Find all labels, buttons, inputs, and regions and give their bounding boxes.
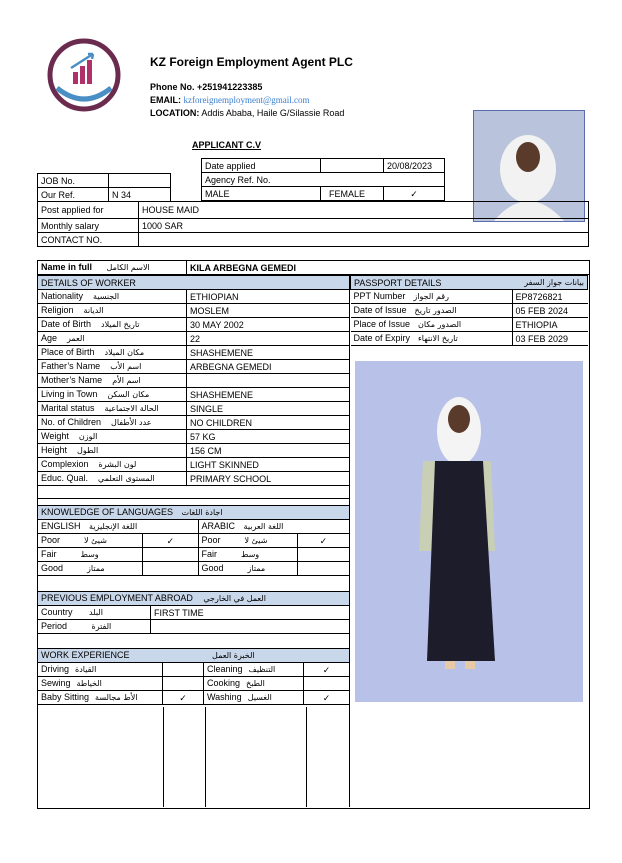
- location-value: Addis Ababa, Haile G/Silassie Road: [201, 108, 345, 118]
- level-checkbox: [143, 562, 198, 576]
- details-label: Father’s Name: [41, 361, 101, 371]
- language-level-label: [38, 534, 143, 548]
- passport-label: PPT Number: [353, 291, 406, 301]
- work-left-check: [163, 677, 204, 691]
- passport-label-cell: [351, 304, 513, 318]
- date-applied-value: 20/08/2023: [384, 159, 445, 173]
- language-level-label: [198, 534, 297, 548]
- language-level-label: [198, 548, 297, 562]
- work-title-ar: الخبرة العمل: [212, 651, 255, 660]
- language-level-label: [38, 548, 143, 562]
- language-level-label: [198, 562, 297, 576]
- level-label-ar: وسط: [80, 550, 99, 559]
- passport-row: [351, 304, 588, 318]
- document-title: APPLICANT C.V: [192, 140, 262, 150]
- passport-label-cell: [351, 318, 513, 332]
- email-line: [150, 95, 310, 106]
- work-col-line-3: [306, 707, 307, 807]
- salary-value: 1000 SAR: [139, 219, 589, 233]
- details-label: Living in Town: [41, 389, 98, 399]
- passport-value: ETHIOPIA: [512, 318, 588, 332]
- details-label-cell: [38, 472, 187, 486]
- date-gender-table: [201, 158, 445, 201]
- details-row: [38, 318, 350, 332]
- details-value: SHASHEMENE: [187, 346, 350, 360]
- details-label-ar: مكان السكن: [107, 390, 150, 399]
- country-label-ar: البلد: [89, 608, 103, 617]
- details-value: NO CHILDREN: [187, 416, 350, 430]
- passport-title-cell: [351, 276, 588, 290]
- work-skill: Driving: [41, 664, 70, 674]
- details-label: Date of Birth: [41, 319, 92, 329]
- passport-value: 03 FEB 2029: [512, 332, 588, 346]
- details-row: [38, 290, 350, 304]
- details-label-ar: الطول: [77, 446, 99, 455]
- phone-label: Phone No.: [150, 82, 195, 92]
- level-label-ar: ممتاز: [247, 564, 266, 573]
- passport-title: PASSPORT DETAILS: [354, 277, 442, 288]
- details-label-ar: الجنسية: [93, 292, 120, 301]
- details-label: Height: [41, 445, 68, 455]
- details-value: 57 KG: [187, 430, 350, 444]
- passport-label-cell: [351, 290, 513, 304]
- level-label-ar: ممتاز: [87, 564, 105, 573]
- details-value: [187, 374, 350, 388]
- details-row: [38, 388, 350, 402]
- work-left-label: [38, 663, 163, 677]
- arabic-label: ARABIC: [201, 521, 236, 531]
- work-skill-ar: الخياطة: [76, 679, 102, 688]
- name-table: [37, 260, 590, 275]
- details-table: [37, 275, 350, 499]
- country-label: Country: [41, 607, 73, 617]
- details-value: 156 CM: [187, 444, 350, 458]
- details-value: 30 MAY 2002: [187, 318, 350, 332]
- details-row: [38, 304, 350, 318]
- date-applied-label: Date applied: [202, 159, 321, 173]
- details-label-cell: [38, 332, 187, 346]
- work-skill-ar: الطبخ: [246, 679, 265, 688]
- work-col-line-1: [163, 707, 164, 807]
- name-label: Name in full: [41, 262, 93, 272]
- details-value: SHASHEMENE: [187, 388, 350, 402]
- work-right-label: [204, 677, 304, 691]
- level-checkbox: [297, 548, 349, 562]
- details-label: Complexion: [41, 459, 89, 469]
- details-label: Age: [41, 333, 58, 343]
- work-left-label: [38, 691, 163, 705]
- details-row: [38, 430, 350, 444]
- details-title: DETAILS OF WORKER: [38, 276, 350, 290]
- details-label: Nationality: [41, 291, 84, 301]
- english-label: ENGLISH: [41, 521, 81, 531]
- work-right-label: [204, 663, 304, 677]
- details-label-cell: [38, 290, 187, 304]
- work-left-check: ✓: [163, 691, 204, 705]
- details-row: [38, 444, 350, 458]
- english-label-ar: اللغة الإنجليزية: [89, 522, 138, 531]
- work-right-label: [204, 691, 304, 705]
- details-value: ETHIOPIAN: [187, 290, 350, 304]
- details-label: Place of Birth: [41, 347, 95, 357]
- details-value: PRIMARY SCHOOL: [187, 472, 350, 486]
- details-value: SINGLE: [187, 402, 350, 416]
- level-checkbox: [297, 562, 349, 576]
- abroad-table: [37, 591, 350, 634]
- details-value: 22: [187, 332, 350, 346]
- details-label-ar: العمر: [67, 334, 85, 343]
- applicant-photo-full: [355, 361, 583, 702]
- work-right-check: [304, 677, 350, 691]
- level-label: Fair: [201, 549, 217, 559]
- phone-line: [150, 82, 262, 93]
- location-label: LOCATION:: [150, 108, 200, 118]
- company-logo: [47, 38, 121, 112]
- work-row: [38, 677, 350, 691]
- details-label-cell: [38, 402, 187, 416]
- details-row: [38, 402, 350, 416]
- email-value[interactable]: kzforeignemployment@gmail.com: [183, 95, 310, 105]
- work-skill-ar: الغسيل: [247, 693, 272, 702]
- details-label-cell: [38, 360, 187, 374]
- english-header: [38, 520, 199, 534]
- details-label-ar: لون البشرة: [98, 460, 137, 469]
- location-line: [150, 108, 344, 119]
- details-row: [38, 458, 350, 472]
- work-col-line-2: [205, 707, 206, 807]
- details-label: Mother’s Name: [41, 375, 103, 385]
- post-label: Post applied for: [38, 202, 139, 219]
- passport-row: [351, 290, 588, 304]
- job-ref-table: [37, 173, 171, 202]
- work-skill: Cleaning: [207, 664, 243, 674]
- female-label: FEMALE: [321, 187, 384, 201]
- phone-value: +251941223385: [197, 82, 263, 92]
- language-level-row: [38, 534, 350, 548]
- level-label: Fair: [41, 549, 57, 559]
- period-label-cell: [38, 620, 151, 634]
- language-level-label: [38, 562, 143, 576]
- languages-table: [37, 505, 350, 576]
- name-label-ar: الاسم الكامل: [106, 263, 150, 272]
- level-checkbox: ✓: [297, 534, 349, 548]
- details-label: Marital status: [41, 403, 95, 413]
- work-table: [37, 648, 350, 705]
- languages-title-cell: [38, 506, 350, 520]
- level-label: Good: [41, 563, 64, 573]
- passport-row: [351, 332, 588, 346]
- female-check: ✓: [384, 187, 445, 201]
- name-label-cell: [38, 261, 187, 275]
- details-label-cell: [38, 416, 187, 430]
- details-row: [38, 374, 350, 388]
- work-row: [38, 691, 350, 705]
- name-value: KILA ARBEGNA GEMEDI: [187, 261, 590, 275]
- details-row: [38, 416, 350, 430]
- work-title-cell: [38, 649, 350, 663]
- work-skill-ar: القيادة: [75, 665, 97, 674]
- details-label-cell: [38, 458, 187, 472]
- details-value: LIGHT SKINNED: [187, 458, 350, 472]
- details-label-ar: تاريخ الميلاد: [101, 320, 140, 329]
- details-row: [38, 472, 350, 486]
- our-ref-label: Our Ref.: [38, 188, 109, 202]
- work-left-label: [38, 677, 163, 691]
- passport-table: [350, 275, 588, 346]
- details-label-ar: اسم الأب: [110, 362, 142, 371]
- details-value: MOSLEM: [187, 304, 350, 318]
- details-label-ar: عدد الأطفال: [111, 418, 152, 427]
- work-skill: Baby Sitting: [41, 692, 90, 702]
- details-row: [38, 346, 350, 360]
- details-label-cell: [38, 444, 187, 458]
- passport-label-cell: [351, 332, 513, 346]
- details-label-cell: [38, 388, 187, 402]
- details-label-cell: [38, 430, 187, 444]
- details-label: Educ. Qual.: [41, 473, 89, 483]
- work-skill-ar: الأط مجالسة: [95, 693, 138, 702]
- work-skill-ar: التنظيف: [248, 665, 276, 674]
- details-label-ar: اسم الأم: [112, 376, 141, 385]
- passport-label-ar: رقم الجواز: [413, 292, 449, 301]
- details-label: Weight: [41, 431, 69, 441]
- level-checkbox: [143, 548, 198, 562]
- passport-value: EP8726821: [512, 290, 588, 304]
- passport-label: Date of Issue: [353, 305, 407, 315]
- level-label: Poor: [41, 535, 61, 545]
- details-label-ar: مكان الميلاد: [104, 348, 145, 357]
- details-label: Religion: [41, 305, 74, 315]
- details-label-cell: [38, 304, 187, 318]
- agency-ref-label: Agency Ref. No.: [202, 173, 445, 187]
- work-left-check: [163, 663, 204, 677]
- level-label-ar: شيئ لا: [244, 536, 268, 545]
- arabic-header: [198, 520, 350, 534]
- details-label: No. of Children: [41, 417, 102, 427]
- passport-label-ar: الصدور تاريخ: [414, 306, 457, 315]
- period-label-ar: الفترة: [91, 622, 112, 631]
- passport-title-ar: بيانات جواز السفر: [524, 277, 584, 287]
- work-row: [38, 663, 350, 677]
- languages-title-ar: اجادة اللغات: [181, 508, 223, 517]
- contact-label: CONTACT NO.: [38, 233, 139, 247]
- country-value: FIRST TIME: [151, 606, 350, 620]
- abroad-title-cell: [38, 592, 350, 606]
- details-label-ar: المستوى التعلمي: [98, 474, 155, 483]
- details-label-ar: الديانة: [83, 306, 104, 315]
- language-level-row: [38, 562, 350, 576]
- salary-label: Monthly salary: [38, 219, 139, 233]
- passport-label-ar: الصدور مكان: [418, 320, 462, 329]
- period-label: Period: [41, 621, 68, 631]
- details-label-cell: [38, 346, 187, 360]
- abroad-title-ar: العمل في الخارجي: [203, 594, 266, 603]
- details-row: [38, 360, 350, 374]
- level-checkbox: ✓: [143, 534, 198, 548]
- details-row: [38, 332, 350, 346]
- passport-label: Date of Expiry: [353, 333, 411, 343]
- work-right-check: ✓: [304, 691, 350, 705]
- level-label: Good: [201, 563, 224, 573]
- email-label: EMAIL:: [150, 95, 181, 105]
- work-skill: Cooking: [207, 678, 241, 688]
- work-title: WORK EXPERIENCE: [41, 650, 130, 660]
- details-label-ar: الوزن: [78, 432, 98, 441]
- passport-row: [351, 318, 588, 332]
- language-level-row: [38, 548, 350, 562]
- our-ref-value: N 34: [109, 188, 171, 202]
- details-value: ARBEGNA GEMEDI: [187, 360, 350, 374]
- languages-title: KNOWLEDGE OF LANGUAGES: [41, 507, 174, 517]
- level-label-ar: شيئ لا: [84, 536, 107, 545]
- passport-value: 05 FEB 2024: [512, 304, 588, 318]
- work-skill: Sewing: [41, 678, 71, 688]
- abroad-title: PREVIOUS EMPLOYMENT ABROAD: [41, 593, 193, 603]
- level-label: Poor: [201, 535, 221, 545]
- company-name: KZ Foreign Employment Agent PLC: [150, 55, 353, 69]
- details-label-cell: [38, 318, 187, 332]
- post-table: [37, 201, 589, 247]
- passport-label-ar: تاريخ الانتهاء: [418, 334, 458, 343]
- arabic-label-ar: اللغة العربية: [243, 522, 284, 531]
- job-no-label: JOB No.: [38, 174, 109, 188]
- details-label-ar: الحالة الاجتماعية: [104, 404, 159, 413]
- country-label-cell: [38, 606, 151, 620]
- work-right-check: ✓: [304, 663, 350, 677]
- male-label: MALE: [202, 187, 321, 201]
- level-label-ar: وسط: [241, 550, 260, 559]
- passport-label: Place of Issue: [353, 319, 411, 329]
- details-label-cell: [38, 374, 187, 388]
- post-value: HOUSE MAID: [139, 202, 589, 219]
- work-skill: Washing: [207, 692, 242, 702]
